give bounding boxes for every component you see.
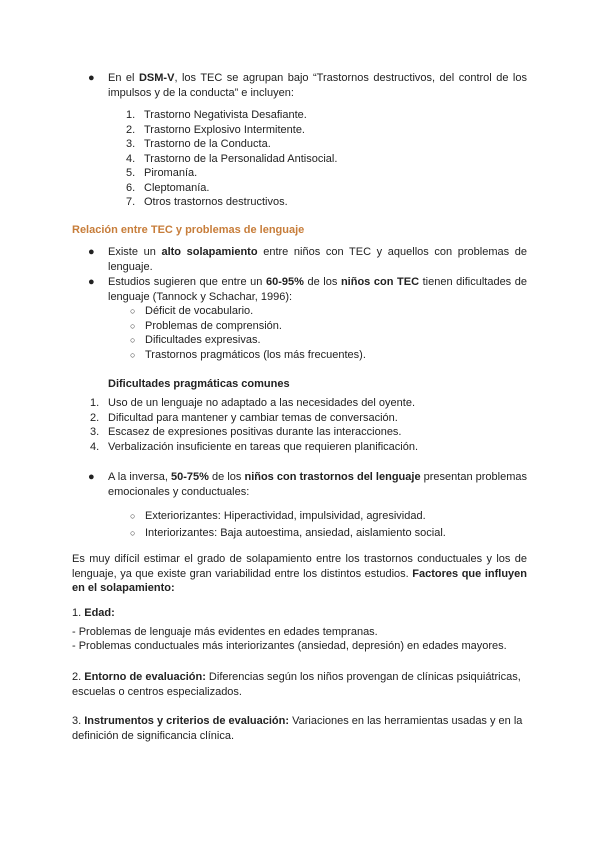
factor-age-line: - Problemas de lenguaje más evidentes en edades tempranas. <box>72 625 378 638</box>
list-item: 1. Uso de un lenguaje no adaptado a las necesidades del oyente. <box>90 397 416 409</box>
factor-age-title: 1. Edad: <box>72 607 115 619</box>
factor-age <box>72 606 527 654</box>
overlap-bullet: ● Existe un alto solapamiento entre niños con TEC y aquellos con problemas de lenguaje. <box>88 246 527 273</box>
list-item: ○ Problemas de comprensión. <box>130 319 282 332</box>
inverse-bullet: ● A la inversa, 50-75% de los niños con trastornos del lenguaje presentan problemas emocionales y conductuales: <box>88 471 527 498</box>
list-item: 1. Trastorno Negativista Desafiante. <box>126 109 307 121</box>
factor-environment: 2. Entorno de evaluación: Diferencias según los niños provengan de clínicas psiquiátricas, escuelas o centros especializados. <box>72 671 521 698</box>
list-item: 2. Dificultad para mantener y cambiar temas de conversación. <box>90 411 398 424</box>
intro-text-post: , los TEC se agrupan bajo “Trastornos destructivos, del control de los impulsos y de la conducta” e incluyen: <box>108 72 527 99</box>
emotional-list <box>130 508 446 542</box>
factor-instruments: 3. Instrumentos y criterios de evaluación: Variaciones en las herramientas usadas y en la definición de significancia clínica. <box>72 715 523 742</box>
list-item: ○ Interiorizantes: Baja autoestima, ansiedad, aislamiento social. <box>130 527 446 539</box>
list-item: 2. Trastorno Explosivo Intermitente. <box>126 123 305 136</box>
list-item: 4. Trastorno de la Personalidad Antisocial. <box>126 152 338 165</box>
studies-bullet: ● Estudios sugieren que entre un 60-95% de los niños con TEC tienen dificultades de lenguaje (Tannock y Schachar, 1996): <box>88 276 528 303</box>
list-item: 5. Piromanía. <box>126 167 198 179</box>
list-item: 4. Verbalización insuficiente en tareas que requieren planificación. <box>90 440 419 453</box>
bullet-dot: ● <box>88 246 95 258</box>
bullet-dot: ● <box>88 72 95 84</box>
list-item: ○ Exteriorizantes: Hiperactividad, impulsividad, agresividad. <box>130 510 426 522</box>
intro-text-pre: En el <box>108 72 139 84</box>
list-item: ○ Déficit de vocabulario. <box>130 305 254 317</box>
difficulties-list <box>130 304 366 362</box>
list-item: 3. Trastorno de la Conducta. <box>126 138 271 150</box>
summary-paragraph: Es muy difícil estimar el grado de solapamiento entre los trastornos conductuales y los de lenguaje, ya que existe gran variabilidad entre los distintos estudios. Factores que influyen en el solapamiento: <box>72 553 527 594</box>
factor-age-line: - Problemas conductuales más interiorizantes (ansiedad, depresión) en edades mayores. <box>72 640 507 652</box>
list-item: ○ Dificultades expresivas. <box>130 334 261 346</box>
intro-text-bold: DSM-V <box>138 72 175 84</box>
dsm-list <box>126 108 337 210</box>
section-heading: Relación entre TEC y problemas de lenguaje <box>72 224 305 236</box>
list-item: 3. Escasez de expresiones positivas durante las interacciones. <box>90 426 402 438</box>
pragmatic-list <box>90 396 418 454</box>
intro-bullet <box>72 71 527 100</box>
list-item: 7. Otros trastornos destructivos. <box>126 196 288 208</box>
pragmatic-heading: Dificultades pragmáticas comunes <box>108 378 290 390</box>
bullet-dot: ● <box>88 276 95 288</box>
bullet-dot: ● <box>88 471 95 483</box>
list-item: 6. Cleptomanía. <box>126 181 210 194</box>
list-item: ○ Trastornos pragmáticos (los más frecuentes). <box>130 348 366 361</box>
